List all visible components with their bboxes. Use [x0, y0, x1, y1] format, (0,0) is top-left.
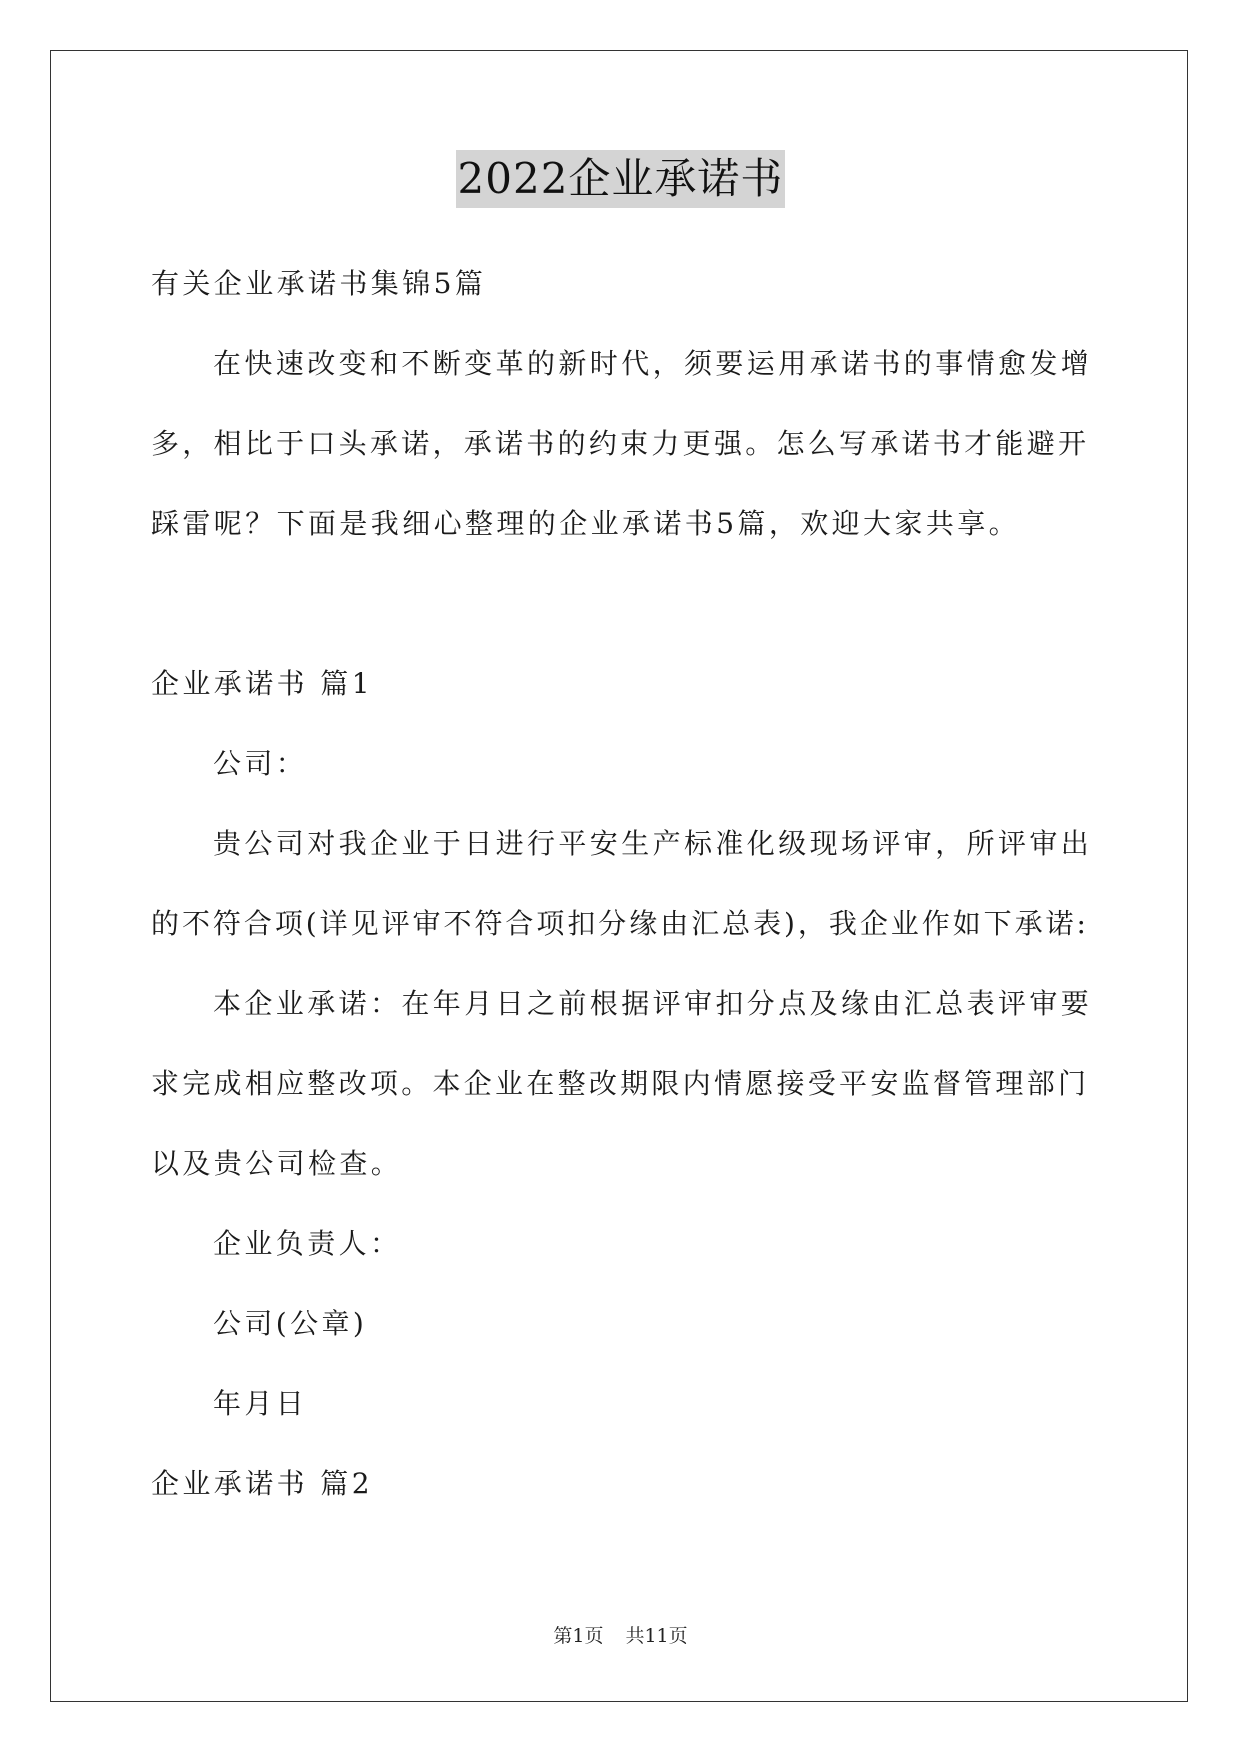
intro-line-3: 踩雷呢？下面是我细心整理的企业承诺书5篇，欢迎大家共享。	[151, 507, 1021, 540]
company-seal-label: 公司(公章)	[213, 1307, 368, 1340]
signer-label: 企业负责人：	[213, 1227, 402, 1260]
salutation: 公司：	[213, 747, 308, 780]
page-number: 第1页	[553, 1625, 604, 1647]
page-total: 共11页	[625, 1625, 688, 1647]
section-2-heading: 企业承诺书 篇2	[151, 1467, 373, 1500]
document-title: 2022企业承诺书	[456, 150, 786, 208]
paragraph-2-line-1: 本企业承诺：在年月日之前根据评审扣分点及缘由汇总表评审要	[213, 987, 1093, 1020]
paragraph-1-line-2: 的不符合项(详见评审不符合项扣分缘由汇总表)，我企业作如下承诺:	[151, 907, 1086, 940]
page-footer	[0, 1622, 1241, 1650]
document-subtitle: 有关企业承诺书集锦5篇	[151, 267, 487, 300]
title-container	[0, 150, 1241, 208]
intro-line-2: 多，相比于口头承诺，承诺书的约束力更强。怎么写承诺书才能避开	[151, 427, 1086, 460]
paragraph-2-line-3: 以及贵公司检查。	[151, 1147, 403, 1180]
date-label: 年月日	[213, 1387, 308, 1420]
section-1-heading: 企业承诺书 篇1	[151, 667, 373, 700]
intro-line-1: 在快速改变和不断变革的新时代，须要运用承诺书的事情愈发增	[213, 347, 1093, 380]
paragraph-1-line-1: 贵公司对我企业于日进行平安生产标准化级现场评审，所评审出	[213, 827, 1093, 860]
paragraph-2-line-2: 求完成相应整改项。本企业在整改期限内情愿接受平安监督管理部门	[151, 1067, 1086, 1100]
